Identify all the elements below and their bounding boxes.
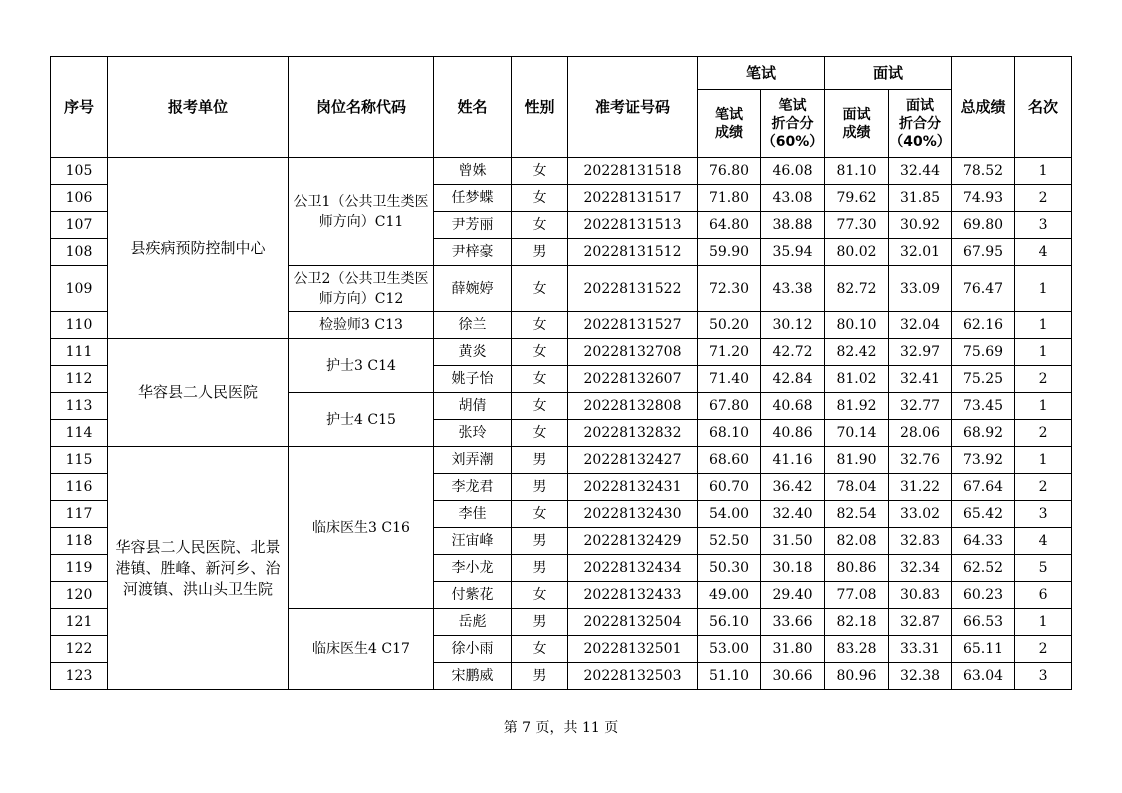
seq-cell: 115 [51,447,108,474]
header-interview: 面试 [825,57,952,90]
interview-conv-cell: 32.34 [889,555,952,582]
written-conv-cell: 31.80 [761,636,825,663]
written-score-cell: 71.40 [698,366,761,393]
total-cell: 64.33 [952,528,1015,555]
name-cell: 徐兰 [434,312,512,339]
interview-conv-cell: 32.87 [889,609,952,636]
interview-score-cell: 81.02 [825,366,889,393]
rank-cell: 1 [1015,266,1072,312]
page-footer: 第 7 页，共 11 页 [503,720,619,736]
written-conv-cell: 43.08 [761,185,825,212]
written-score-cell: 56.10 [698,609,761,636]
total-cell: 74.93 [952,185,1015,212]
exam-no-cell: 20228132427 [568,447,698,474]
written-conv-cell: 38.88 [761,212,825,239]
written-conv-cell: 46.08 [761,158,825,185]
sex-cell: 女 [512,266,568,312]
rank-cell: 2 [1015,474,1072,501]
seq-cell: 112 [51,366,108,393]
exam-no-cell: 20228132433 [568,582,698,609]
rank-cell: 1 [1015,158,1072,185]
header-position: 岗位名称代码 [289,57,434,158]
interview-conv-cell: 32.04 [889,312,952,339]
total-cell: 69.80 [952,212,1015,239]
interview-conv-cell: 32.77 [889,393,952,420]
written-conv-cell: 40.68 [761,393,825,420]
sex-cell: 女 [512,636,568,663]
written-score-cell: 59.90 [698,239,761,266]
interview-score-cell: 77.30 [825,212,889,239]
exam-no-cell: 20228132832 [568,420,698,447]
interview-conv-cell: 32.83 [889,528,952,555]
rank-cell: 1 [1015,393,1072,420]
rank-cell: 2 [1015,366,1072,393]
unit-cell: 华容县二人民医院 [108,339,289,447]
name-cell: 徐小雨 [434,636,512,663]
sex-cell: 女 [512,393,568,420]
total-cell: 75.69 [952,339,1015,366]
total-cell: 67.95 [952,239,1015,266]
seq-cell: 121 [51,609,108,636]
table-body [51,158,1072,690]
total-cell: 62.16 [952,312,1015,339]
seq-cell: 111 [51,339,108,366]
name-cell: 汪宙峰 [434,528,512,555]
total-cell: 63.04 [952,663,1015,690]
interview-score-cell: 82.18 [825,609,889,636]
sex-cell: 女 [512,582,568,609]
written-conv-cell: 29.40 [761,582,825,609]
interview-score-cell: 82.42 [825,339,889,366]
name-cell: 张玲 [434,420,512,447]
interview-score-cell: 82.54 [825,501,889,528]
written-score-cell: 68.10 [698,420,761,447]
sex-cell: 女 [512,420,568,447]
sex-cell: 女 [512,339,568,366]
sex-cell: 女 [512,366,568,393]
rank-cell: 1 [1015,447,1072,474]
total-cell: 65.11 [952,636,1015,663]
written-conv-cell: 31.50 [761,528,825,555]
written-score-cell: 52.50 [698,528,761,555]
header-rank: 名次 [1015,57,1072,158]
exam-no-cell: 20228131513 [568,212,698,239]
written-score-cell: 67.80 [698,393,761,420]
written-score-cell: 49.00 [698,582,761,609]
total-cell: 67.64 [952,474,1015,501]
interview-conv-cell: 32.41 [889,366,952,393]
rank-cell: 2 [1015,636,1072,663]
seq-cell: 108 [51,239,108,266]
exam-no-cell: 20228131517 [568,185,698,212]
sex-cell: 女 [512,312,568,339]
exam-no-cell: 20228131518 [568,158,698,185]
interview-score-cell: 78.04 [825,474,889,501]
name-cell: 岳彪 [434,609,512,636]
sex-cell: 男 [512,474,568,501]
interview-conv-cell: 32.44 [889,158,952,185]
header-interview-score: 面试 成绩 [825,90,889,158]
score-table [50,56,1072,690]
position-cell: 护士4 C15 [289,393,434,447]
written-score-cell: 72.30 [698,266,761,312]
total-cell: 60.23 [952,582,1015,609]
exam-no-cell: 20228132607 [568,366,698,393]
interview-conv-cell: 33.02 [889,501,952,528]
interview-conv-cell: 32.76 [889,447,952,474]
written-score-cell: 76.80 [698,158,761,185]
name-cell: 薛婉婷 [434,266,512,312]
seq-cell: 116 [51,474,108,501]
exam-no-cell: 20228131527 [568,312,698,339]
interview-score-cell: 77.08 [825,582,889,609]
rank-cell: 4 [1015,528,1072,555]
total-cell: 65.42 [952,501,1015,528]
exam-no-cell: 20228132504 [568,609,698,636]
interview-score-cell: 82.08 [825,528,889,555]
name-cell: 付紫花 [434,582,512,609]
interview-conv-cell: 32.97 [889,339,952,366]
written-conv-cell: 35.94 [761,239,825,266]
rank-cell: 3 [1015,663,1072,690]
seq-cell: 120 [51,582,108,609]
name-cell: 黄炎 [434,339,512,366]
written-score-cell: 53.00 [698,636,761,663]
total-cell: 73.92 [952,447,1015,474]
name-cell: 刘弄潮 [434,447,512,474]
interview-conv-cell: 33.09 [889,266,952,312]
header-seq: 序号 [51,57,108,158]
seq-cell: 109 [51,266,108,312]
name-cell: 宋鹏威 [434,663,512,690]
interview-score-cell: 80.02 [825,239,889,266]
name-cell: 尹梓豪 [434,239,512,266]
unit-cell: 华容县二人民医院、北景港镇、胜峰、新河乡、治河渡镇、洪山头卫生院 [108,447,289,690]
unit-cell: 县疾病预防控制中心 [108,158,289,339]
written-conv-cell: 40.86 [761,420,825,447]
interview-score-cell: 81.92 [825,393,889,420]
total-cell: 66.53 [952,609,1015,636]
header-total: 总成绩 [952,57,1015,158]
total-cell: 76.47 [952,266,1015,312]
rank-cell: 1 [1015,339,1072,366]
header-exam-no: 准考证号码 [568,57,698,158]
interview-score-cell: 80.96 [825,663,889,690]
interview-score-cell: 70.14 [825,420,889,447]
written-conv-cell: 32.40 [761,501,825,528]
interview-score-cell: 81.90 [825,447,889,474]
position-cell: 护士3 C14 [289,339,434,393]
exam-no-cell: 20228132501 [568,636,698,663]
name-cell: 任梦蝶 [434,185,512,212]
sex-cell: 女 [512,212,568,239]
written-score-cell: 71.80 [698,185,761,212]
interview-conv-cell: 30.92 [889,212,952,239]
sex-cell: 男 [512,609,568,636]
rank-cell: 2 [1015,185,1072,212]
position-cell: 检验师3 C13 [289,312,434,339]
exam-no-cell: 20228132431 [568,474,698,501]
sex-cell: 女 [512,185,568,212]
seq-cell: 114 [51,420,108,447]
sex-cell: 女 [512,158,568,185]
header-written-conv: 笔试 折合分 （60%） [761,90,825,158]
name-cell: 李龙君 [434,474,512,501]
written-score-cell: 60.70 [698,474,761,501]
name-cell: 胡倩 [434,393,512,420]
seq-cell: 123 [51,663,108,690]
seq-cell: 113 [51,393,108,420]
sex-cell: 男 [512,663,568,690]
interview-conv-cell: 30.83 [889,582,952,609]
rank-cell: 1 [1015,609,1072,636]
written-score-cell: 50.30 [698,555,761,582]
table-row [51,158,1072,185]
written-score-cell: 51.10 [698,663,761,690]
seq-cell: 106 [51,185,108,212]
interview-score-cell: 80.10 [825,312,889,339]
position-cell: 公卫1（公共卫生类医师方向）C11 [289,158,434,266]
sex-cell: 男 [512,555,568,582]
seq-cell: 117 [51,501,108,528]
name-cell: 李小龙 [434,555,512,582]
written-score-cell: 54.00 [698,501,761,528]
interview-conv-cell: 33.31 [889,636,952,663]
exam-no-cell: 20228132708 [568,339,698,366]
name-cell: 姚子怡 [434,366,512,393]
table-row [51,447,1072,474]
written-conv-cell: 30.12 [761,312,825,339]
exam-no-cell: 20228131522 [568,266,698,312]
written-score-cell: 50.20 [698,312,761,339]
total-cell: 62.52 [952,555,1015,582]
written-conv-cell: 42.84 [761,366,825,393]
position-cell: 临床医生4 C17 [289,609,434,690]
interview-conv-cell: 31.22 [889,474,952,501]
written-conv-cell: 43.38 [761,266,825,312]
header-written: 笔试 [698,57,825,90]
total-cell: 75.25 [952,366,1015,393]
written-conv-cell: 41.16 [761,447,825,474]
interview-score-cell: 83.28 [825,636,889,663]
total-cell: 73.45 [952,393,1015,420]
sex-cell: 男 [512,447,568,474]
interview-conv-cell: 31.85 [889,185,952,212]
header-unit: 报考单位 [108,57,289,158]
exam-no-cell: 20228132503 [568,663,698,690]
sex-cell: 女 [512,501,568,528]
exam-no-cell: 20228132808 [568,393,698,420]
exam-no-cell: 20228131512 [568,239,698,266]
exam-no-cell: 20228132434 [568,555,698,582]
total-cell: 78.52 [952,158,1015,185]
rank-cell: 3 [1015,212,1072,239]
seq-cell: 119 [51,555,108,582]
interview-score-cell: 82.72 [825,266,889,312]
name-cell: 曾姝 [434,158,512,185]
interview-conv-cell: 32.01 [889,239,952,266]
written-conv-cell: 30.18 [761,555,825,582]
interview-score-cell: 80.86 [825,555,889,582]
interview-conv-cell: 28.06 [889,420,952,447]
written-score-cell: 68.60 [698,447,761,474]
name-cell: 尹芳丽 [434,212,512,239]
written-conv-cell: 33.66 [761,609,825,636]
seq-cell: 107 [51,212,108,239]
interview-score-cell: 79.62 [825,185,889,212]
rank-cell: 6 [1015,582,1072,609]
seq-cell: 122 [51,636,108,663]
header-interview-conv: 面试 折合分 （40%） [889,90,952,158]
interview-score-cell: 81.10 [825,158,889,185]
seq-cell: 118 [51,528,108,555]
sex-cell: 男 [512,528,568,555]
rank-cell: 4 [1015,239,1072,266]
rank-cell: 3 [1015,501,1072,528]
written-score-cell: 71.20 [698,339,761,366]
rank-cell: 1 [1015,312,1072,339]
sex-cell: 男 [512,239,568,266]
position-cell: 临床医生3 C16 [289,447,434,609]
written-conv-cell: 42.72 [761,339,825,366]
seq-cell: 105 [51,158,108,185]
exam-no-cell: 20228132430 [568,501,698,528]
rank-cell: 2 [1015,420,1072,447]
total-cell: 68.92 [952,420,1015,447]
header-written-score: 笔试 成绩 [698,90,761,158]
exam-no-cell: 20228132429 [568,528,698,555]
header-name: 姓名 [434,57,512,158]
rank-cell: 5 [1015,555,1072,582]
written-score-cell: 64.80 [698,212,761,239]
seq-cell: 110 [51,312,108,339]
interview-conv-cell: 32.38 [889,663,952,690]
name-cell: 李佳 [434,501,512,528]
header-sex: 性别 [512,57,568,158]
written-conv-cell: 30.66 [761,663,825,690]
position-cell: 公卫2（公共卫生类医师方向）C12 [289,266,434,312]
table-row [51,339,1072,366]
written-conv-cell: 36.42 [761,474,825,501]
